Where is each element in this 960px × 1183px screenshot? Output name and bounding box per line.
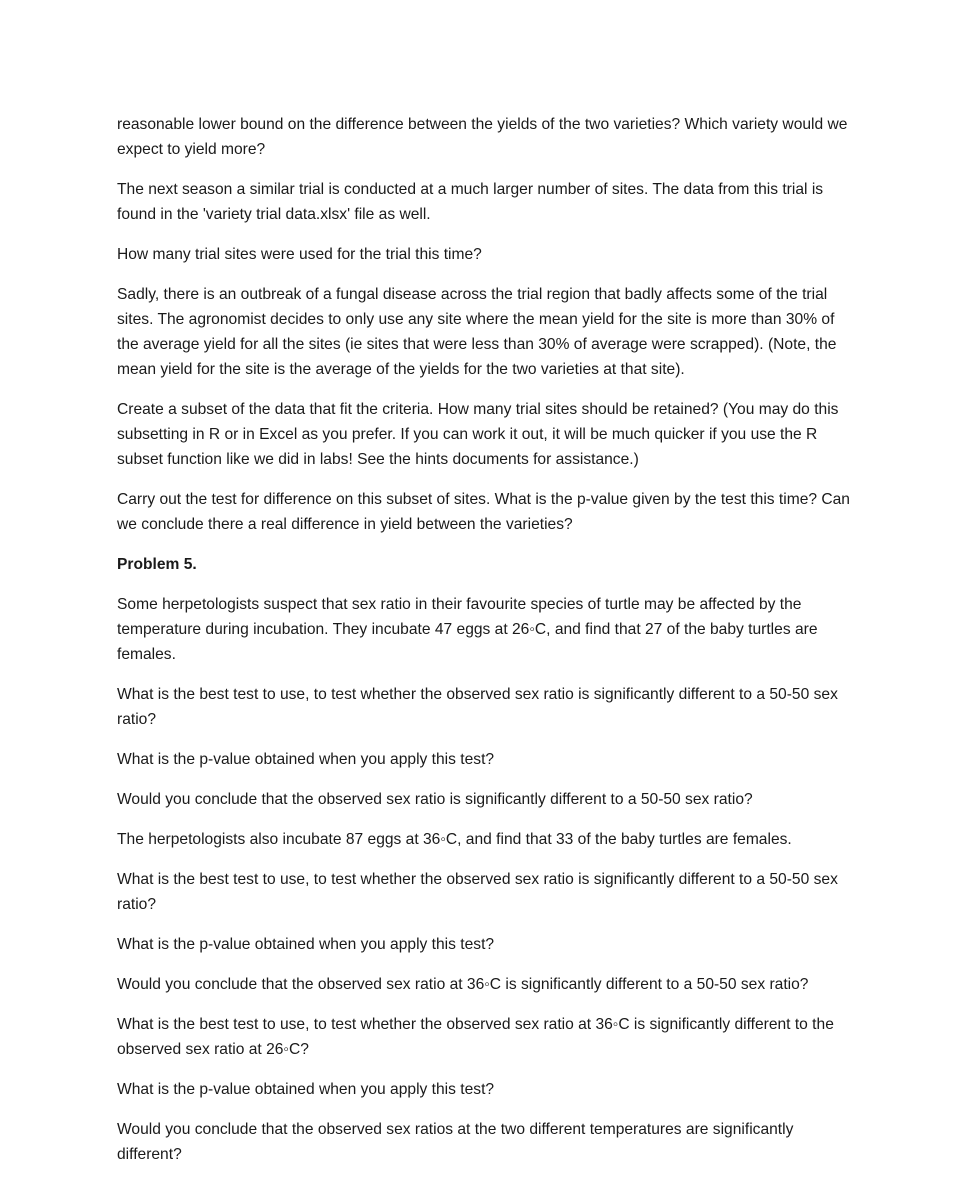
paragraph-p-value-36: What is the p-value obtained when you apply this test? [117, 936, 495, 953]
paragraph-subset-instructions: Create a subset of the data that fit the criteria. How many trial sites should be retained? (You may do this subsetting in R or in Excel as you prefer. If you can work it out, it will be much quicker if you use the R subset function like we did in labs! See the hints documents for assistance.) [117, 401, 839, 468]
paragraph-conclude-compare: Would you conclude that the observed sex ratios at the two different temperatures are significantly different? [117, 1121, 794, 1163]
paragraph-best-test-36: What is the best test to use, to test whether the observed sex ratio is significantly different to a 50-50 sex ratio? [117, 871, 838, 913]
problem-heading: Problem 5. [117, 556, 197, 573]
paragraph-conclude-26: Would you conclude that the observed sex ratio is significantly different to a 50-50 sex ratio? [117, 791, 753, 808]
paragraph-conclude-36: Would you conclude that the observed sex ratio at 36◦C is significantly different to a 50-50 sex ratio? [117, 976, 809, 993]
paragraph-p-value-compare: What is the p-value obtained when you apply this test? [117, 1081, 495, 1098]
paragraph-best-test-26: What is the best test to use, to test whether the observed sex ratio is significantly different to a 50-50 sex ratio? [117, 686, 838, 728]
paragraph-lower-bound-question: reasonable lower bound on the difference between the yields of the two varieties? Which variety would we expect to yield more? [117, 116, 848, 158]
paragraph-incubate-36: The herpetologists also incubate 87 eggs at 36◦C, and find that 33 of the baby turtles are females. [117, 831, 792, 848]
paragraph-turtle-intro: Some herpetologists suspect that sex ratio in their favourite species of turtle may be affected by the temperature during incubation. They incubate 47 eggs at 26◦C, and find that 27 of the baby turtles are females. [117, 596, 818, 663]
paragraph-next-season-trial: The next season a similar trial is conducted at a much larger number of sites. The data from this trial is found in the 'variety trial data.xlsx' file as well. [117, 181, 824, 223]
document-page [117, 112, 853, 1182]
paragraph-test-difference: Carry out the test for difference on this subset of sites. What is the p-value given by the test this time? Can we conclude there a real difference in yield between the varieties? [117, 491, 850, 533]
paragraph-fungal-outbreak: Sadly, there is an outbreak of a fungal disease across the trial region that badly affects some of the trial sites. The agronomist decides to only use any site where the mean yield for the site is more than 30% of the average yield for all the sites (ie sites that were less than 30% of average were scrapped). (Note, the mean yield for the site is the average of the yields for the two varieties at that site). [117, 286, 837, 378]
paragraph-best-test-compare: What is the best test to use, to test whether the observed sex ratio at 36◦C is significantly different to the observed sex ratio at 26◦C? [117, 1016, 834, 1058]
paragraph-p-value-26: What is the p-value obtained when you apply this test? [117, 751, 495, 768]
paragraph-trial-sites-question: How many trial sites were used for the trial this time? [117, 246, 482, 263]
